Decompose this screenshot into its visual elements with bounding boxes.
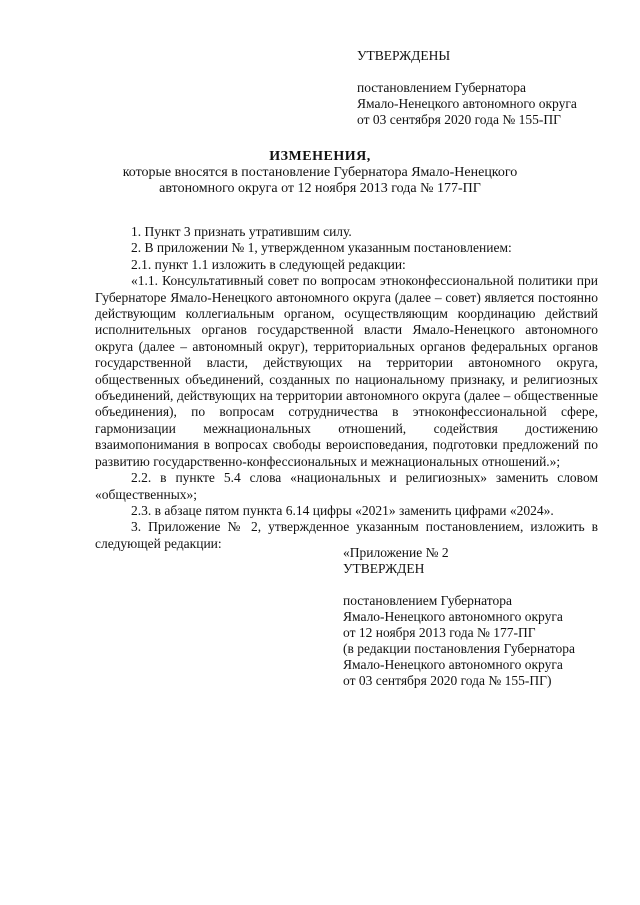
appendix-line: от 03 сентября 2020 года № 155-ПГ) — [343, 673, 552, 688]
paragraph: 2.2. в пункте 5.4 слова «национальных и религиозных» заменить словом «общественных»; — [95, 470, 598, 502]
appendix-line: Ямало-Ненецкого автономного округа — [343, 609, 563, 624]
appendix-line: (в редакции постановления Губернатора — [343, 641, 575, 656]
appendix-approval-block — [343, 545, 633, 689]
paragraph: 2.1. пункт 1.1 изложить в следующей редакции: — [131, 256, 406, 272]
title-subline: автономного округа от 12 ноября 2013 года № 177-ПГ — [159, 181, 481, 196]
appendix-caption: «Приложение № 2 — [343, 545, 449, 560]
title-main: ИЗМЕНЕНИЯ, — [269, 149, 371, 164]
appendix-approved-heading: УТВЕРЖДЕН — [343, 561, 425, 576]
approved-heading: УТВЕРЖДЕНЫ — [357, 48, 451, 63]
paragraph: 1. Пункт 3 признать утратившим силу. — [131, 224, 352, 239]
paragraph: 2. В приложении № 1, утвержденном указанным постановлением: — [131, 240, 512, 256]
paragraph: «1.1. Консультативный совет по вопросам этноконфессиональной политики при Губернаторе Ямало-Ненецкого автономного округа (далее – совет) является постоянно действующим коллегиальным органом, осуществляющим координацию действий исполнительных органов государственной власти Ямало-Ненецкого автономного округа (далее – автономный округ), территориальных органов федеральных органов государственной власти, действующих на территории автономного округа, общественных объединений, созданных по национальному признаку, и религиозных объединений, действующих на территории автономного округа (далее – общественные объединения), по вопросам сотрудничества в этноконфессиональной сфере, гармонизации межнациональных отношений, содействия достижению взаимопонимания в вопросах свободы вероисповедания, подготовки предложений по развитию государственно-конфессиональных и межнациональных отношений.»; — [95, 273, 598, 469]
paragraph: 3. Приложение № 2, утвержденное указанным постановлением, изложить в следующей редакции: — [95, 519, 598, 551]
appendix-line: постановлением Губернатора — [343, 593, 512, 608]
approval-block — [357, 48, 617, 128]
approval-line: постановлением Губернатора — [357, 80, 526, 95]
approval-line: Ямало-Ненецкого автономного округа — [357, 96, 577, 111]
approval-line: от 03 сентября 2020 года № 155-ПГ — [357, 112, 561, 127]
appendix-line: от 12 ноября 2013 года № 177-ПГ — [343, 625, 536, 640]
paragraph: 2.3. в абзаце пятом пункта 6.14 цифры «2021» заменить цифрами «2024». — [131, 502, 554, 518]
title-subline: которые вносятся в постановление Губернатора Ямало-Ненецкого — [122, 165, 518, 180]
document-title — [60, 149, 580, 197]
appendix-line: Ямало-Ненецкого автономного округа — [343, 657, 563, 672]
document-body — [95, 224, 598, 552]
